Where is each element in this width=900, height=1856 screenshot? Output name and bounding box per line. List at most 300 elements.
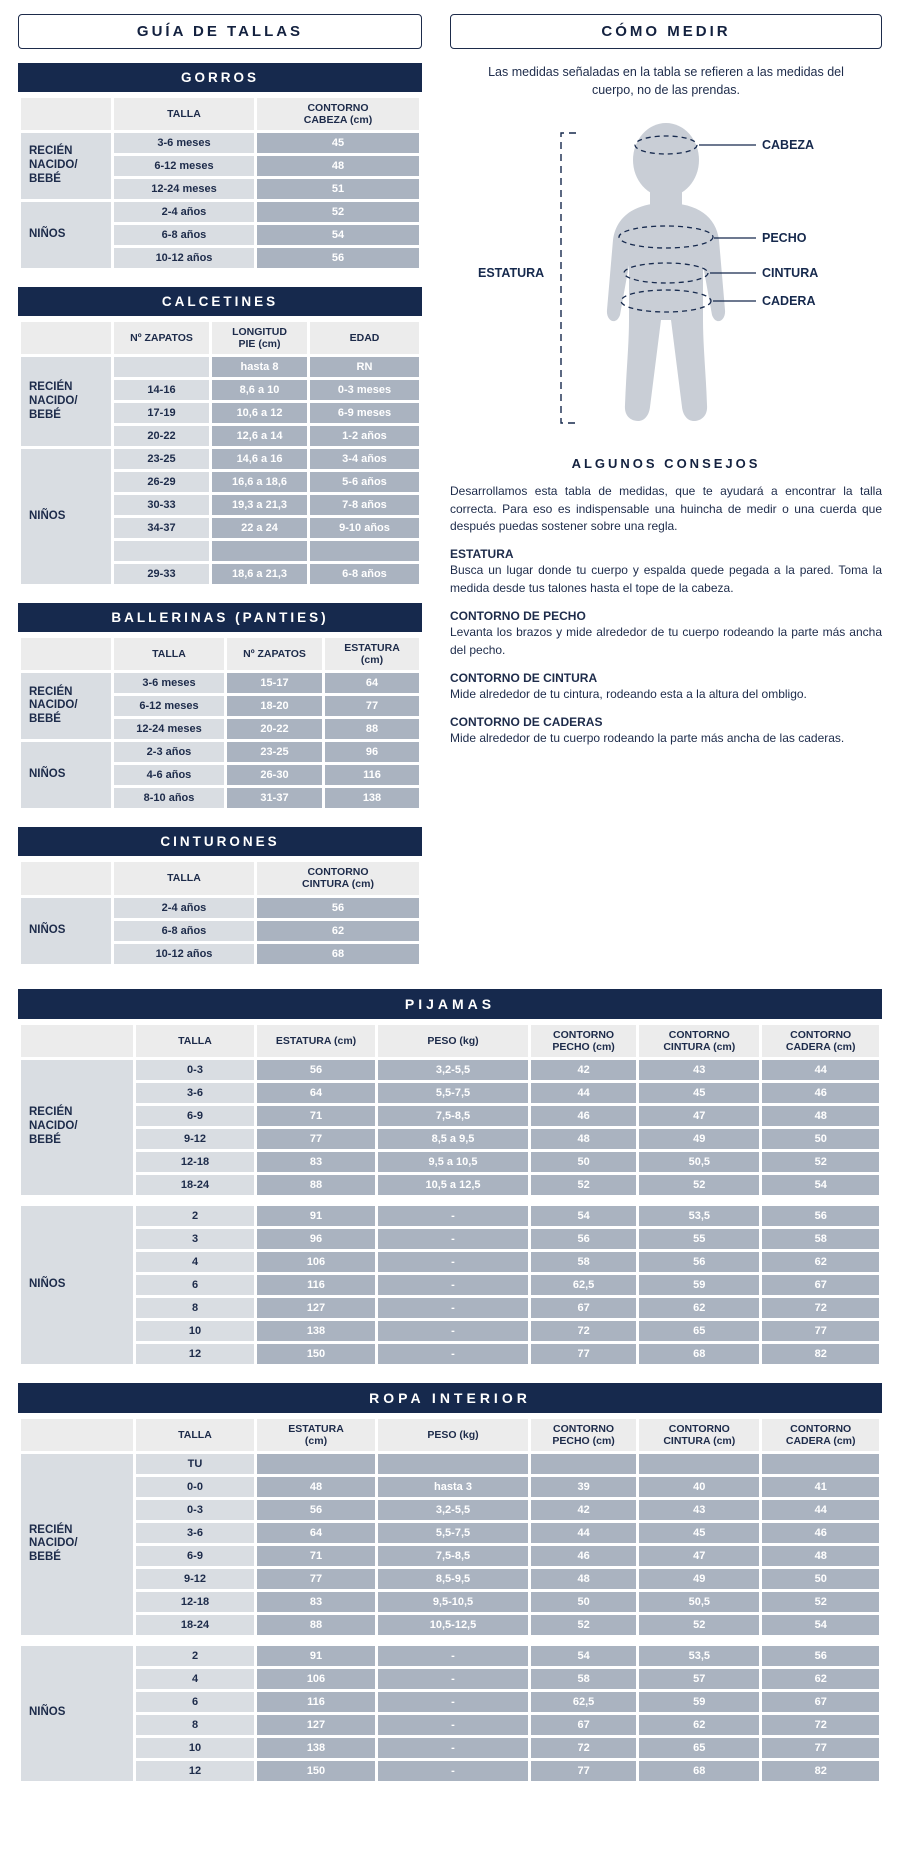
cell-value: 50,5: [639, 1152, 759, 1172]
cell-value: 5,5-7,5: [378, 1523, 528, 1543]
tip-body: Mide alrededor de tu cintura, rodeando esta a la altura del ombligo.: [450, 686, 807, 701]
cell-value: 10,6 a 12: [212, 403, 307, 423]
cell-value: 47: [639, 1546, 759, 1566]
cell-value: 52: [639, 1175, 759, 1195]
measure-figure: [450, 105, 882, 450]
cell-value: -: [378, 1692, 528, 1712]
cell-value: 56: [257, 898, 419, 918]
cell-size: 26-29: [114, 472, 209, 492]
cell-size: 2-4 años: [114, 898, 254, 918]
cell-value: 67: [762, 1692, 879, 1712]
cell-empty: [310, 541, 419, 561]
table-row: [21, 1175, 879, 1195]
cell-size: 4: [136, 1669, 254, 1689]
tip-caderas: [450, 715, 882, 747]
cell-size: 0-3: [136, 1060, 254, 1080]
cell-value: 52: [531, 1615, 636, 1635]
table-row: [21, 1615, 879, 1635]
cell-value: 46: [762, 1523, 879, 1543]
table-row-header: [21, 1025, 879, 1057]
group-label-bebe: RECIÉN NACIDO/ BEBÉ: [21, 1060, 133, 1195]
cell-value: 62: [762, 1669, 879, 1689]
col-estatura: ESTATURA (cm): [257, 1025, 375, 1057]
cell-value: 7,5-8,5: [378, 1106, 528, 1126]
col-peso: PESO (kg): [378, 1025, 528, 1057]
cell-value: 116: [325, 765, 419, 785]
cell-value: 39: [531, 1477, 636, 1497]
cell-value: 47: [639, 1106, 759, 1126]
cell-size: 10-12 años: [114, 944, 254, 964]
table-cinturones-grid: [18, 859, 422, 966]
cell-value: 42: [531, 1060, 636, 1080]
cell-value: 67: [531, 1715, 636, 1735]
cell-value: 3-4 años: [310, 449, 419, 469]
cell-value: 5-6 años: [310, 472, 419, 492]
group-label-ninos: NIÑOS: [21, 742, 111, 808]
table-row: [21, 1569, 879, 1589]
cell-value: 45: [639, 1083, 759, 1103]
group-label-bebe: RECIÉN NACIDO/ BEBÉ: [21, 133, 111, 199]
cell-value: 82: [762, 1761, 879, 1781]
cell-value: 43: [639, 1500, 759, 1520]
col-contorno-cadera: CONTORNO CADERA (cm): [762, 1419, 879, 1451]
cell-value: 20-22: [227, 719, 322, 739]
table-row: [21, 1692, 879, 1712]
cell-value: RN: [310, 357, 419, 377]
cell-value: hasta 3: [378, 1477, 528, 1497]
cell-value: -: [378, 1646, 528, 1666]
label-cadera: CADERA: [762, 294, 816, 309]
col-talla: TALLA: [114, 638, 224, 670]
cell-value: 77: [531, 1344, 636, 1364]
table-row: [21, 1477, 879, 1497]
cell-size: 12-18: [136, 1152, 254, 1172]
col-contorno-cadera: CONTORNO CADERA (cm): [762, 1025, 879, 1057]
tip-title: ESTATURA: [450, 547, 514, 562]
cell-value: 26-30: [227, 765, 322, 785]
cell-value: 3,2-5,5: [378, 1060, 528, 1080]
cell-size: 0-0: [136, 1477, 254, 1497]
cell-value: 59: [639, 1275, 759, 1295]
label-estatura: ESTATURA: [478, 266, 545, 281]
cell-size: 3-6: [136, 1083, 254, 1103]
cell-size: [114, 357, 209, 377]
group-label-ninos: NIÑOS: [21, 898, 111, 964]
howto-title: CÓMO MEDIR: [450, 14, 882, 49]
tip-title: CONTORNO DE CADERAS: [450, 715, 603, 730]
cell-size: 12: [136, 1344, 254, 1364]
cell-size: 12: [136, 1761, 254, 1781]
cell-value: 88: [257, 1175, 375, 1195]
group-label-ninos: NIÑOS: [21, 202, 111, 268]
cell-value: 56: [762, 1646, 879, 1666]
cell-value: 91: [257, 1206, 375, 1226]
cell-value: 52: [762, 1592, 879, 1612]
cell-size: 20-22: [114, 426, 209, 446]
cell-size: 4: [136, 1252, 254, 1272]
table-row: [21, 1229, 879, 1249]
cell-value: 31-37: [227, 788, 322, 808]
cell-size: 10-12 años: [114, 248, 254, 268]
cell-value: 42: [531, 1500, 636, 1520]
group-label-ninos: NIÑOS: [21, 1646, 133, 1781]
cell-value: 96: [325, 742, 419, 762]
group-label-bebe: RECIÉN NACIDO/ BEBÉ: [21, 1454, 133, 1635]
cell-value: -: [378, 1761, 528, 1781]
cell-value: -: [378, 1229, 528, 1249]
cell-value: 56: [257, 1060, 375, 1080]
table-row-header: [21, 862, 419, 894]
cell-value: 65: [639, 1738, 759, 1758]
cell-value: 91: [257, 1646, 375, 1666]
cell-value: 46: [531, 1546, 636, 1566]
cell-value: 58: [531, 1252, 636, 1272]
cell-empty: [531, 1454, 636, 1474]
table-gorros: [18, 63, 422, 271]
cell-value: 138: [325, 788, 419, 808]
cell-size: 8: [136, 1715, 254, 1735]
cell-size: 2: [136, 1646, 254, 1666]
col-contorno-cabeza: CONTORNO CABEZA (cm): [257, 98, 419, 130]
table-ropa-interior-grid: [18, 1416, 882, 1784]
col-talla: TALLA: [136, 1025, 254, 1057]
cell-value: 48: [531, 1129, 636, 1149]
howto-intro: Las medidas señaladas en la tabla se refieren a las medidas del cuerpo, no de las prendas.: [488, 65, 844, 98]
cell-value: 54: [531, 1206, 636, 1226]
cell-value: 64: [257, 1083, 375, 1103]
table-row: [21, 1523, 879, 1543]
tip-title: CONTORNO DE CINTURA: [450, 670, 598, 685]
col-blank: [21, 862, 111, 894]
table-row: [21, 1454, 879, 1474]
table-row: [21, 1106, 879, 1126]
cell-value: 88: [257, 1615, 375, 1635]
cell-value: 49: [639, 1569, 759, 1589]
cell-size: 8: [136, 1298, 254, 1318]
cell-size: 6-9: [136, 1546, 254, 1566]
label-cabeza: CABEZA: [762, 138, 815, 153]
cell-value: 8,5 a 9,5: [378, 1129, 528, 1149]
cell-value: 127: [257, 1715, 375, 1735]
cell-value: 96: [257, 1229, 375, 1249]
cell-value: 52: [639, 1615, 759, 1635]
col-estatura: ESTATURA (cm): [257, 1419, 375, 1451]
cell-size: 8-10 años: [114, 788, 224, 808]
cell-value: 53,5: [639, 1206, 759, 1226]
col-contorno-pecho: CONTORNO PECHO (cm): [531, 1025, 636, 1057]
top-section: [18, 14, 882, 983]
cell-size: 2: [136, 1206, 254, 1226]
cell-value: 77: [257, 1569, 375, 1589]
cell-value: 41: [762, 1477, 879, 1497]
cell-value: 56: [762, 1206, 879, 1226]
tip-body: Levanta los brazos y mide alrededor de tu cuerpo rodeando la parte más ancha del pecho.: [450, 625, 882, 657]
cell-value: 8,5-9,5: [378, 1569, 528, 1589]
cell-value: 52: [762, 1152, 879, 1172]
cell-value: 14,6 a 16: [212, 449, 307, 469]
cell-value: 77: [325, 696, 419, 716]
table-calcetines-grid: [18, 319, 422, 587]
cell-value: 44: [531, 1083, 636, 1103]
table-row: [21, 1321, 879, 1341]
table-row: [21, 1738, 879, 1758]
cell-value: 54: [531, 1646, 636, 1666]
col-contorno-cintura: CONTORNO CINTURA (cm): [639, 1025, 759, 1057]
table-row: [21, 202, 419, 222]
table-cinturones: [18, 827, 422, 966]
cell-value: 150: [257, 1344, 375, 1364]
cell-size: 18-24: [136, 1175, 254, 1195]
cell-size: 4-6 años: [114, 765, 224, 785]
cell-size: 6-9: [136, 1106, 254, 1126]
cell-value: 59: [639, 1692, 759, 1712]
cell-size: 3: [136, 1229, 254, 1249]
cell-value: 77: [257, 1129, 375, 1149]
cell-value: 68: [639, 1344, 759, 1364]
table-gorros-title: GORROS: [18, 63, 422, 92]
cell-value: 62: [639, 1298, 759, 1318]
col-talla: TALLA: [114, 98, 254, 130]
cell-value: 62: [639, 1715, 759, 1735]
tip-body: Mide alrededor de tu cuerpo rodeando la parte más ancha de las caderas.: [450, 731, 845, 746]
cell-size: 9-12: [136, 1569, 254, 1589]
left-column: [18, 14, 422, 983]
cell-value: 48: [257, 156, 419, 176]
cell-value: 48: [762, 1106, 879, 1126]
cell-size: 10: [136, 1321, 254, 1341]
cell-value: 56: [531, 1229, 636, 1249]
col-contorno-cintura: CONTORNO CINTURA (cm): [639, 1419, 759, 1451]
cell-value: 67: [531, 1298, 636, 1318]
cell-value: 46: [531, 1106, 636, 1126]
cell-value: 23-25: [227, 742, 322, 762]
table-row-spacer: [21, 1638, 879, 1643]
cell-value: 64: [325, 673, 419, 693]
table-row: [21, 1344, 879, 1364]
table-row: [21, 357, 419, 377]
tip-cintura: [450, 671, 882, 703]
table-row: [21, 673, 419, 693]
cell-value: 19,3 a 21,3: [212, 495, 307, 515]
cell-value: 44: [762, 1500, 879, 1520]
cell-value: 16,6 a 18,6: [212, 472, 307, 492]
cell-value: 15-17: [227, 673, 322, 693]
cell-value: 54: [257, 225, 419, 245]
cell-value: 72: [531, 1738, 636, 1758]
cell-value: 54: [762, 1615, 879, 1635]
table-gorros-grid: [18, 95, 422, 271]
cell-value: 55: [639, 1229, 759, 1249]
cell-value: 7,5-8,5: [378, 1546, 528, 1566]
table-ballerinas-title: BALLERINAS (PANTIES): [18, 603, 422, 632]
cell-value: -: [378, 1275, 528, 1295]
cell-value: 44: [531, 1523, 636, 1543]
cell-empty: [378, 1454, 528, 1474]
cell-value: 72: [762, 1715, 879, 1735]
cell-value: 50: [762, 1129, 879, 1149]
cell-value: 45: [639, 1523, 759, 1543]
cell-value: hasta 8: [212, 357, 307, 377]
cell-value: 88: [325, 719, 419, 739]
label-pecho: PECHO: [762, 231, 807, 246]
cell-value: 62,5: [531, 1275, 636, 1295]
cell-value: 12,6 a 14: [212, 426, 307, 446]
cell-value: 9,5 a 10,5: [378, 1152, 528, 1172]
cell-value: 9,5-10,5: [378, 1592, 528, 1612]
cell-value: 72: [762, 1298, 879, 1318]
guide-title: GUÍA DE TALLAS: [18, 14, 422, 49]
col-edad: EDAD: [310, 322, 419, 354]
cell-size-empty: [114, 541, 209, 561]
col-blank: [21, 98, 111, 130]
group-label-ninos: NIÑOS: [21, 449, 111, 584]
table-row: [21, 1083, 879, 1103]
table-row-header: [21, 1419, 879, 1451]
cell-size: 6: [136, 1275, 254, 1295]
table-row-header: [21, 98, 419, 130]
table-row: [21, 449, 419, 469]
cell-size: 2-4 años: [114, 202, 254, 222]
cell-size: 3-6 meses: [114, 673, 224, 693]
cell-value: -: [378, 1715, 528, 1735]
table-row: [21, 1546, 879, 1566]
cell-value: 64: [257, 1523, 375, 1543]
cell-size: 17-19: [114, 403, 209, 423]
table-row: [21, 1646, 879, 1666]
table-ballerinas-grid: [18, 635, 422, 811]
cell-value: 116: [257, 1275, 375, 1295]
cell-size: 0-3: [136, 1500, 254, 1520]
col-longitud-pie: LONGITUD PIE (cm): [212, 322, 307, 354]
tip-body: Busca un lugar donde tu cuerpo y espalda quede pegada a la pared. Toma la medida desde tus talones hasta el tope de la cabeza.: [450, 563, 882, 595]
size-guide-page: [18, 14, 882, 1784]
col-blank: [21, 322, 111, 354]
cell-value: 44: [762, 1060, 879, 1080]
cell-size: 3-6: [136, 1523, 254, 1543]
cell-value: 127: [257, 1298, 375, 1318]
table-row: [21, 1275, 879, 1295]
table-row: [21, 133, 419, 153]
cell-value: 48: [531, 1569, 636, 1589]
col-blank: [21, 1419, 133, 1451]
col-estatura: ESTATURA (cm): [325, 638, 419, 670]
cell-size: 9-12: [136, 1129, 254, 1149]
tip-pecho: [450, 609, 882, 659]
cell-value: -: [378, 1298, 528, 1318]
cell-value: 9-10 años: [310, 518, 419, 538]
cell-size: 2-3 años: [114, 742, 224, 762]
col-talla: TALLA: [136, 1419, 254, 1451]
cell-value: 68: [639, 1761, 759, 1781]
cell-value: 138: [257, 1321, 375, 1341]
cell-empty: [762, 1454, 879, 1474]
table-row-header: [21, 322, 419, 354]
cell-value: 10,5-12,5: [378, 1615, 528, 1635]
col-blank: [21, 638, 111, 670]
cell-value: 18-20: [227, 696, 322, 716]
tips-title: ALGUNOS CONSEJOS: [571, 456, 761, 472]
body-diagram-svg: [466, 105, 866, 450]
cell-value: 68: [257, 944, 419, 964]
table-row: [21, 1592, 879, 1612]
cell-value: 46: [762, 1083, 879, 1103]
cell-value: -: [378, 1321, 528, 1341]
cell-value: 52: [531, 1175, 636, 1195]
cell-value: -: [378, 1206, 528, 1226]
cell-value: 77: [762, 1738, 879, 1758]
cell-value: -: [378, 1344, 528, 1364]
cell-value: 65: [639, 1321, 759, 1341]
cell-empty: [639, 1454, 759, 1474]
cell-size: 34-37: [114, 518, 209, 538]
cell-value: 10,5 a 12,5: [378, 1175, 528, 1195]
cell-size: 3-6 meses: [114, 133, 254, 153]
col-peso: PESO (kg): [378, 1419, 528, 1451]
table-row: [21, 1761, 879, 1781]
cell-empty: [212, 541, 307, 561]
cell-value: 82: [762, 1344, 879, 1364]
cell-value: 83: [257, 1152, 375, 1172]
cell-value: -: [378, 1669, 528, 1689]
cell-value: 71: [257, 1546, 375, 1566]
cell-value: 56: [639, 1252, 759, 1272]
cell-value: 0-3 meses: [310, 380, 419, 400]
cell-size: 6-12 meses: [114, 156, 254, 176]
cell-value: 5,5-7,5: [378, 1083, 528, 1103]
cell-value: 45: [257, 133, 419, 153]
cell-value: 77: [531, 1761, 636, 1781]
col-contorno-pecho: CONTORNO PECHO (cm): [531, 1419, 636, 1451]
label-cintura: CINTURA: [762, 266, 819, 281]
right-column: [450, 14, 882, 760]
cell-value: 67: [762, 1275, 879, 1295]
cell-value: 43: [639, 1060, 759, 1080]
cell-size: 12-18: [136, 1592, 254, 1612]
table-calcetines-title: CALCETINES: [18, 287, 422, 316]
table-row-spacer: [21, 1198, 879, 1203]
cell-value: 150: [257, 1761, 375, 1781]
cell-value: 6-8 años: [310, 564, 419, 584]
cell-size: 12-24 meses: [114, 179, 254, 199]
table-cinturones-title: CINTURONES: [18, 827, 422, 856]
cell-size: 6-8 años: [114, 921, 254, 941]
tips-intro: Desarrollamos esta tabla de medidas, que te ayudará a encontrar la talla correcta. Para eso es indispensable una huincha de medir o una cuerda que después puedas sostener sobre una regla.: [450, 484, 882, 534]
table-row: [21, 1715, 879, 1735]
cell-value: 1-2 años: [310, 426, 419, 446]
cell-size: TU: [136, 1454, 254, 1474]
table-row: [21, 1500, 879, 1520]
cell-value: 52: [257, 202, 419, 222]
cell-size: 12-24 meses: [114, 719, 224, 739]
cell-size: 14-16: [114, 380, 209, 400]
cell-value: 56: [257, 1500, 375, 1520]
table-pijamas-grid: [18, 1022, 882, 1367]
cell-value: 50: [762, 1569, 879, 1589]
table-row: [21, 1298, 879, 1318]
tip-title: CONTORNO DE PECHO: [450, 609, 586, 624]
cell-value: 77: [762, 1321, 879, 1341]
table-calcetines: [18, 287, 422, 587]
cell-value: 71: [257, 1106, 375, 1126]
cell-size: 6-8 años: [114, 225, 254, 245]
table-row-header: [21, 638, 419, 670]
cell-size: 10: [136, 1738, 254, 1758]
cell-empty: [257, 1454, 375, 1474]
cell-value: 62: [257, 921, 419, 941]
table-row: [21, 742, 419, 762]
cell-value: 50: [531, 1592, 636, 1612]
cell-value: 62: [762, 1252, 879, 1272]
